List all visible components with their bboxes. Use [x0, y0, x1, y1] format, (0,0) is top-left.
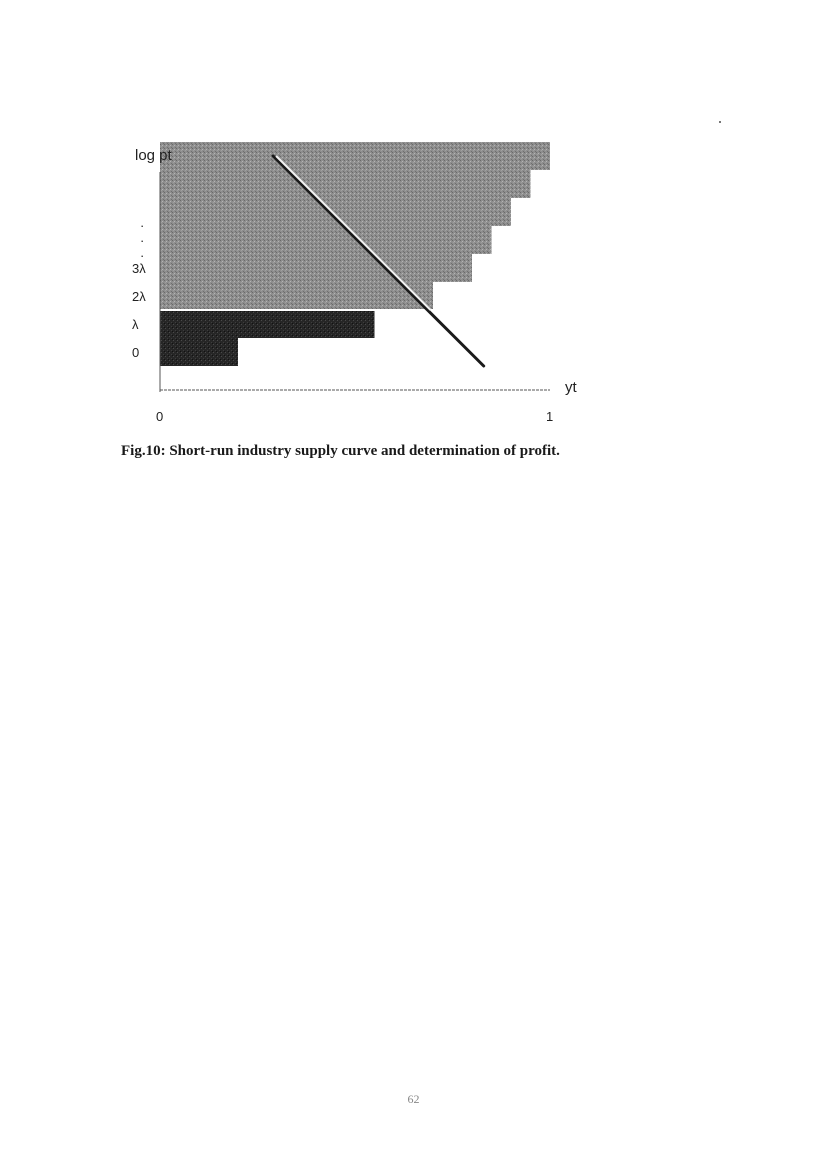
x-axis-title: yt — [565, 379, 577, 396]
supply-chart — [0, 0, 827, 470]
y-tick-label-1: λ — [132, 317, 139, 332]
supply-step-1 — [160, 310, 375, 338]
x-tick-label-1: 1 — [546, 409, 554, 424]
page-number: 62 — [407, 1092, 420, 1106]
y-ellipsis-dot-0: · — [140, 248, 145, 263]
supply-step-2 — [160, 282, 433, 310]
x-tick-label-0: 0 — [156, 409, 164, 424]
y-tick-label-2: 2λ — [132, 289, 146, 304]
y-ellipsis — [140, 218, 144, 263]
supply-steps — [160, 142, 550, 366]
y-tick-labels — [132, 261, 146, 360]
supply-step-5 — [160, 198, 511, 226]
supply-step-7 — [160, 142, 550, 170]
x-tick-labels — [156, 409, 553, 424]
supply-step-6 — [160, 170, 531, 198]
y-tick-label-3: 3λ — [132, 261, 146, 276]
supply-step-0 — [160, 338, 238, 366]
y-ellipsis-dot-2: · — [140, 218, 145, 233]
supply-step-3 — [160, 254, 472, 282]
y-axis-title: log pt — [135, 147, 172, 164]
figure-caption: Fig.10: Short-run industry supply curve and determination of profit. — [121, 443, 560, 459]
supply-step-4 — [160, 226, 492, 254]
y-ellipsis-dot-1: · — [140, 233, 145, 248]
scan-speck — [719, 121, 721, 123]
y-tick-label-0: 0 — [132, 345, 140, 360]
